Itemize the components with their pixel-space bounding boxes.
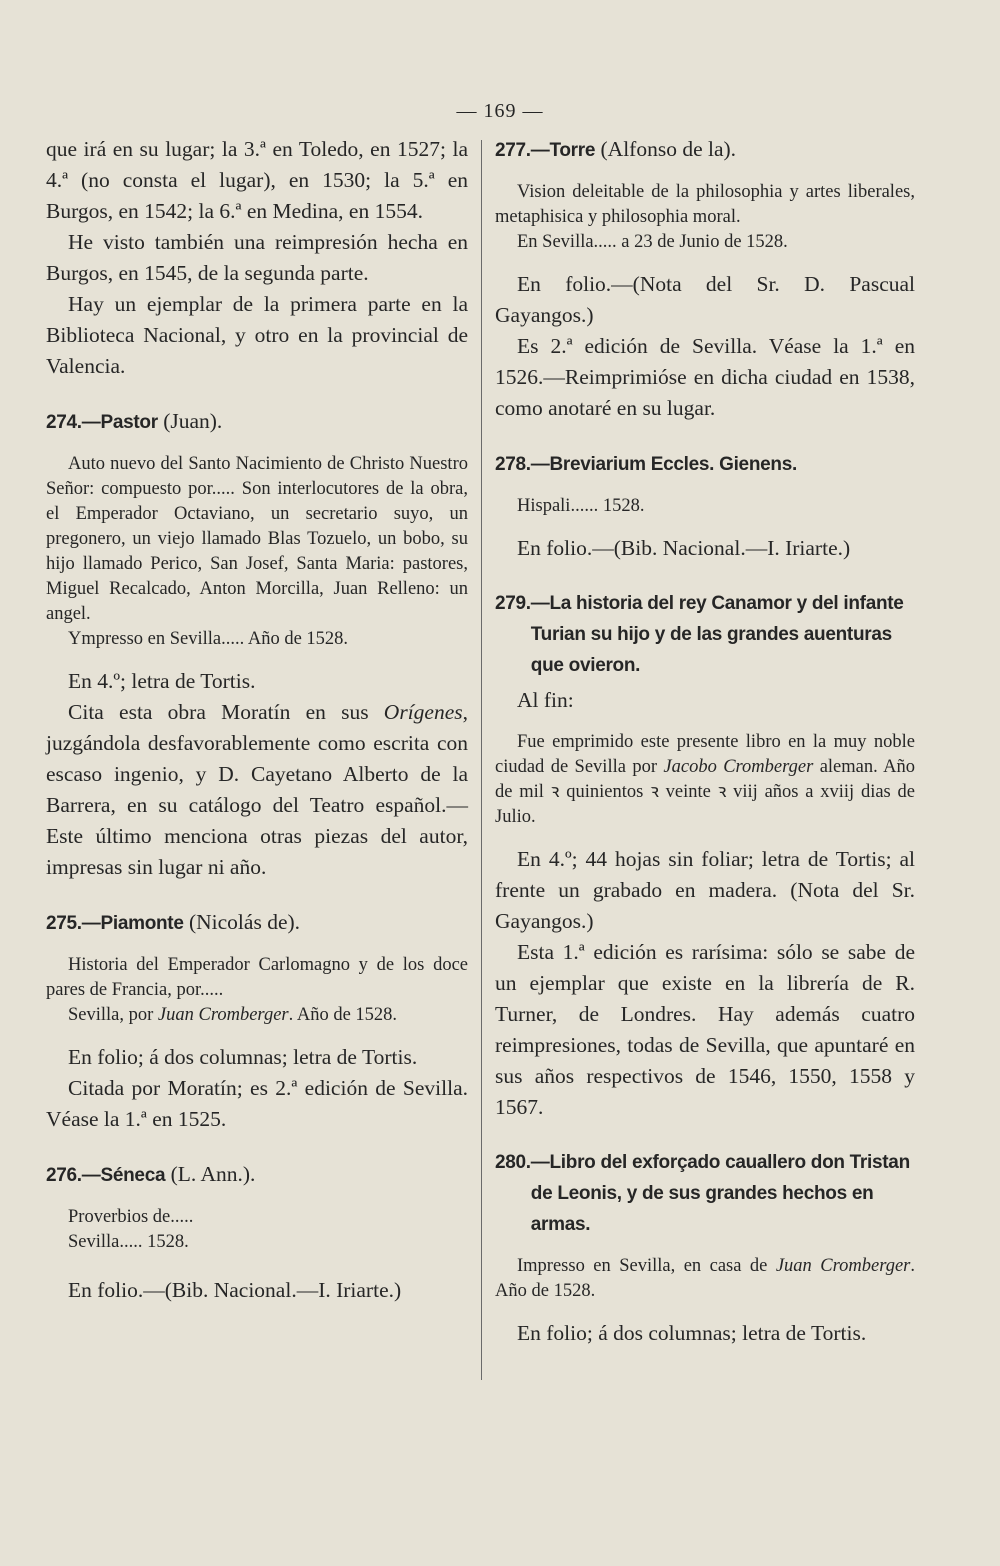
entry-imprint: Ympresso en Sevilla..... Año de 1528. xyxy=(68,629,349,649)
entry-author: —Piamonte xyxy=(81,913,184,934)
entry-note: Citada por Moratín; es 2.ª edición de Sevilla. Véase la 1.ª en 1525. xyxy=(46,1076,468,1131)
entry-276-heading xyxy=(46,1159,468,1191)
paragraph: He visto también una reimpresión hecha en Burgos, en 1545, de la segunda parte. xyxy=(46,230,468,285)
imprint-text: . Año de 1528. xyxy=(495,1256,915,1301)
entry-title: Historia del Emperador Carlomagno y de los doce pares de Francia, por..... xyxy=(46,955,468,1000)
entry-format: En 4.º; letra de Tortis. xyxy=(68,669,256,693)
entry-274-heading xyxy=(46,406,468,438)
entry-colophon xyxy=(495,730,915,830)
imprint-text: . Año de 1528. xyxy=(288,1005,398,1025)
imprint-italic: Juan Cromberger xyxy=(157,1005,289,1025)
entry-imprint: En Sevilla..... a 23 de Junio de 1528. xyxy=(517,232,788,252)
entry-title-heading: —Libro del exforçado cauallero don Tristan de Leonis, y de sus grandes hechos en armas. xyxy=(530,1152,910,1235)
entry-note xyxy=(46,697,468,883)
entry-imprint xyxy=(495,1254,915,1304)
entry-number: 276. xyxy=(46,1165,82,1186)
entry-imprint xyxy=(46,1003,468,1028)
paragraph: Hay un ejemplar de la primera parte en la Biblioteca Nacional, y otro en la provincial de Valencia. xyxy=(46,292,468,378)
imprint-text: Sevilla, por xyxy=(68,1005,158,1025)
entry-author: —Torre xyxy=(530,140,596,161)
entry-format: En folio.—(Bib. Nacional.—I. Iriarte.) xyxy=(517,536,851,560)
entry-number: 277. xyxy=(495,140,531,161)
entry-author-rest: (L. Ann.). xyxy=(165,1162,256,1186)
entry-number: 278. xyxy=(495,454,531,475)
entry-imprint: Hispali...... 1528. xyxy=(517,496,645,516)
entry-title: Vision deleitable de la philosophia y artes liberales, metaphisica y philosophia moral. xyxy=(495,182,915,227)
note-text: , juzgándola desfavorablemente como escrita con escaso ingenio, y D. Cayetano Alberto de la Barrera, en su catálogo del Teatro español.—Este último menciona otras piezas del autor, impresas sin lugar ni año. xyxy=(46,700,468,879)
entry-imprint: Sevilla..... 1528. xyxy=(68,1232,189,1252)
entry-author-rest: (Juan). xyxy=(157,409,223,433)
note-text: Cita esta obra Moratín en sus xyxy=(68,700,384,724)
entry-al-fin: Al fin: xyxy=(517,688,574,712)
column-divider xyxy=(481,140,482,1380)
entry-note: Esta 1.ª edición es rarísima: sólo se sabe de un ejemplar que existe en la librería de R. Turner, de Londres. Hay además cuatro reimpresiones, todas de Sevilla, que apuntaré en sus años respectivos de 1546, 1550, 1558 y 1567. xyxy=(495,940,915,1119)
entry-format: En folio; á dos columnas; letra de Tortis. xyxy=(68,1045,418,1069)
entry-author: —Pastor xyxy=(81,412,158,433)
entry-title-heading: —La historia del rey Canamor y del infante Turian su hijo y de las grandes auenturas que ovieron. xyxy=(530,593,904,676)
entry-280-heading xyxy=(495,1147,915,1240)
entry-277-heading xyxy=(495,134,915,166)
entry-title: Auto nuevo del Santo Nacimiento de Christo Nuestro Señor: compuesto por..... Son interlocutores de la obra, el Emperador Octaviano, un secretario suyo, un pregonero, un viejo llamado Blas Tozuelo, un bobo, su hijo llamado Perico, San Josef, Santa Maria: pastores, Miguel Recalcado, Anton Morcilla, Juan Relleno: un angel. xyxy=(46,454,468,624)
page-number: — 169 — xyxy=(456,100,544,122)
entry-format: En folio.—(Nota del Sr. D. Pascual Gayangos.) xyxy=(495,272,915,327)
entry-note: Es 2.ª edición de Sevilla. Véase la 1.ª en 1526.—Reimprimióse en dicha ciudad en 1538, como anotaré en su lugar. xyxy=(495,334,915,420)
left-column xyxy=(46,134,468,1306)
entry-author: —Séneca xyxy=(81,1165,166,1186)
entry-format: En 4.º; 44 hojas sin foliar; letra de Tortis; al frente un grabado en madera. (Nota del Sr. Gayangos.) xyxy=(495,847,915,933)
entry-author: —Breviarium Eccles. Gienens. xyxy=(530,454,797,475)
entry-format: En folio; á dos columnas; letra de Tortis. xyxy=(517,1321,867,1345)
entry-author-rest: (Nicolás de). xyxy=(183,910,301,934)
colophon-text: aleman. Año de mil ꝛ quinientos ꝛ veinte ꝛ viij años a xviij dias de Julio. xyxy=(495,757,915,827)
paragraph: que irá en su lugar; la 3.ª en Toledo, en 1527; la 4.ª (no consta el lugar), en 1530; la 5.ª en Burgos, en 1542; la 6.ª en Medina, en 1554. xyxy=(46,137,468,223)
entry-title: Proverbios de..... xyxy=(68,1207,194,1227)
right-column xyxy=(495,134,915,1349)
entry-format: En folio.—(Bib. Nacional.—I. Iriarte.) xyxy=(68,1278,402,1302)
entry-author-rest: (Alfonso de la). xyxy=(595,137,737,161)
entry-number: 274. xyxy=(46,412,82,433)
entry-number: 280. xyxy=(495,1152,531,1173)
colophon-text: Fue emprimido este presente libro en la muy noble ciudad de Sevilla por xyxy=(495,732,915,777)
note-italic: Orígenes xyxy=(383,700,463,724)
entry-278-heading xyxy=(495,448,915,480)
entry-number: 279. xyxy=(495,593,531,614)
colophon-italic: Jacobo Cromberger xyxy=(663,757,814,777)
entry-279-heading xyxy=(495,588,915,681)
entry-number: 275. xyxy=(46,913,82,934)
imprint-italic: Juan Cromberger xyxy=(775,1256,911,1276)
imprint-text: Impresso en Sevilla, en casa de xyxy=(517,1256,776,1276)
entry-275-heading xyxy=(46,907,468,939)
